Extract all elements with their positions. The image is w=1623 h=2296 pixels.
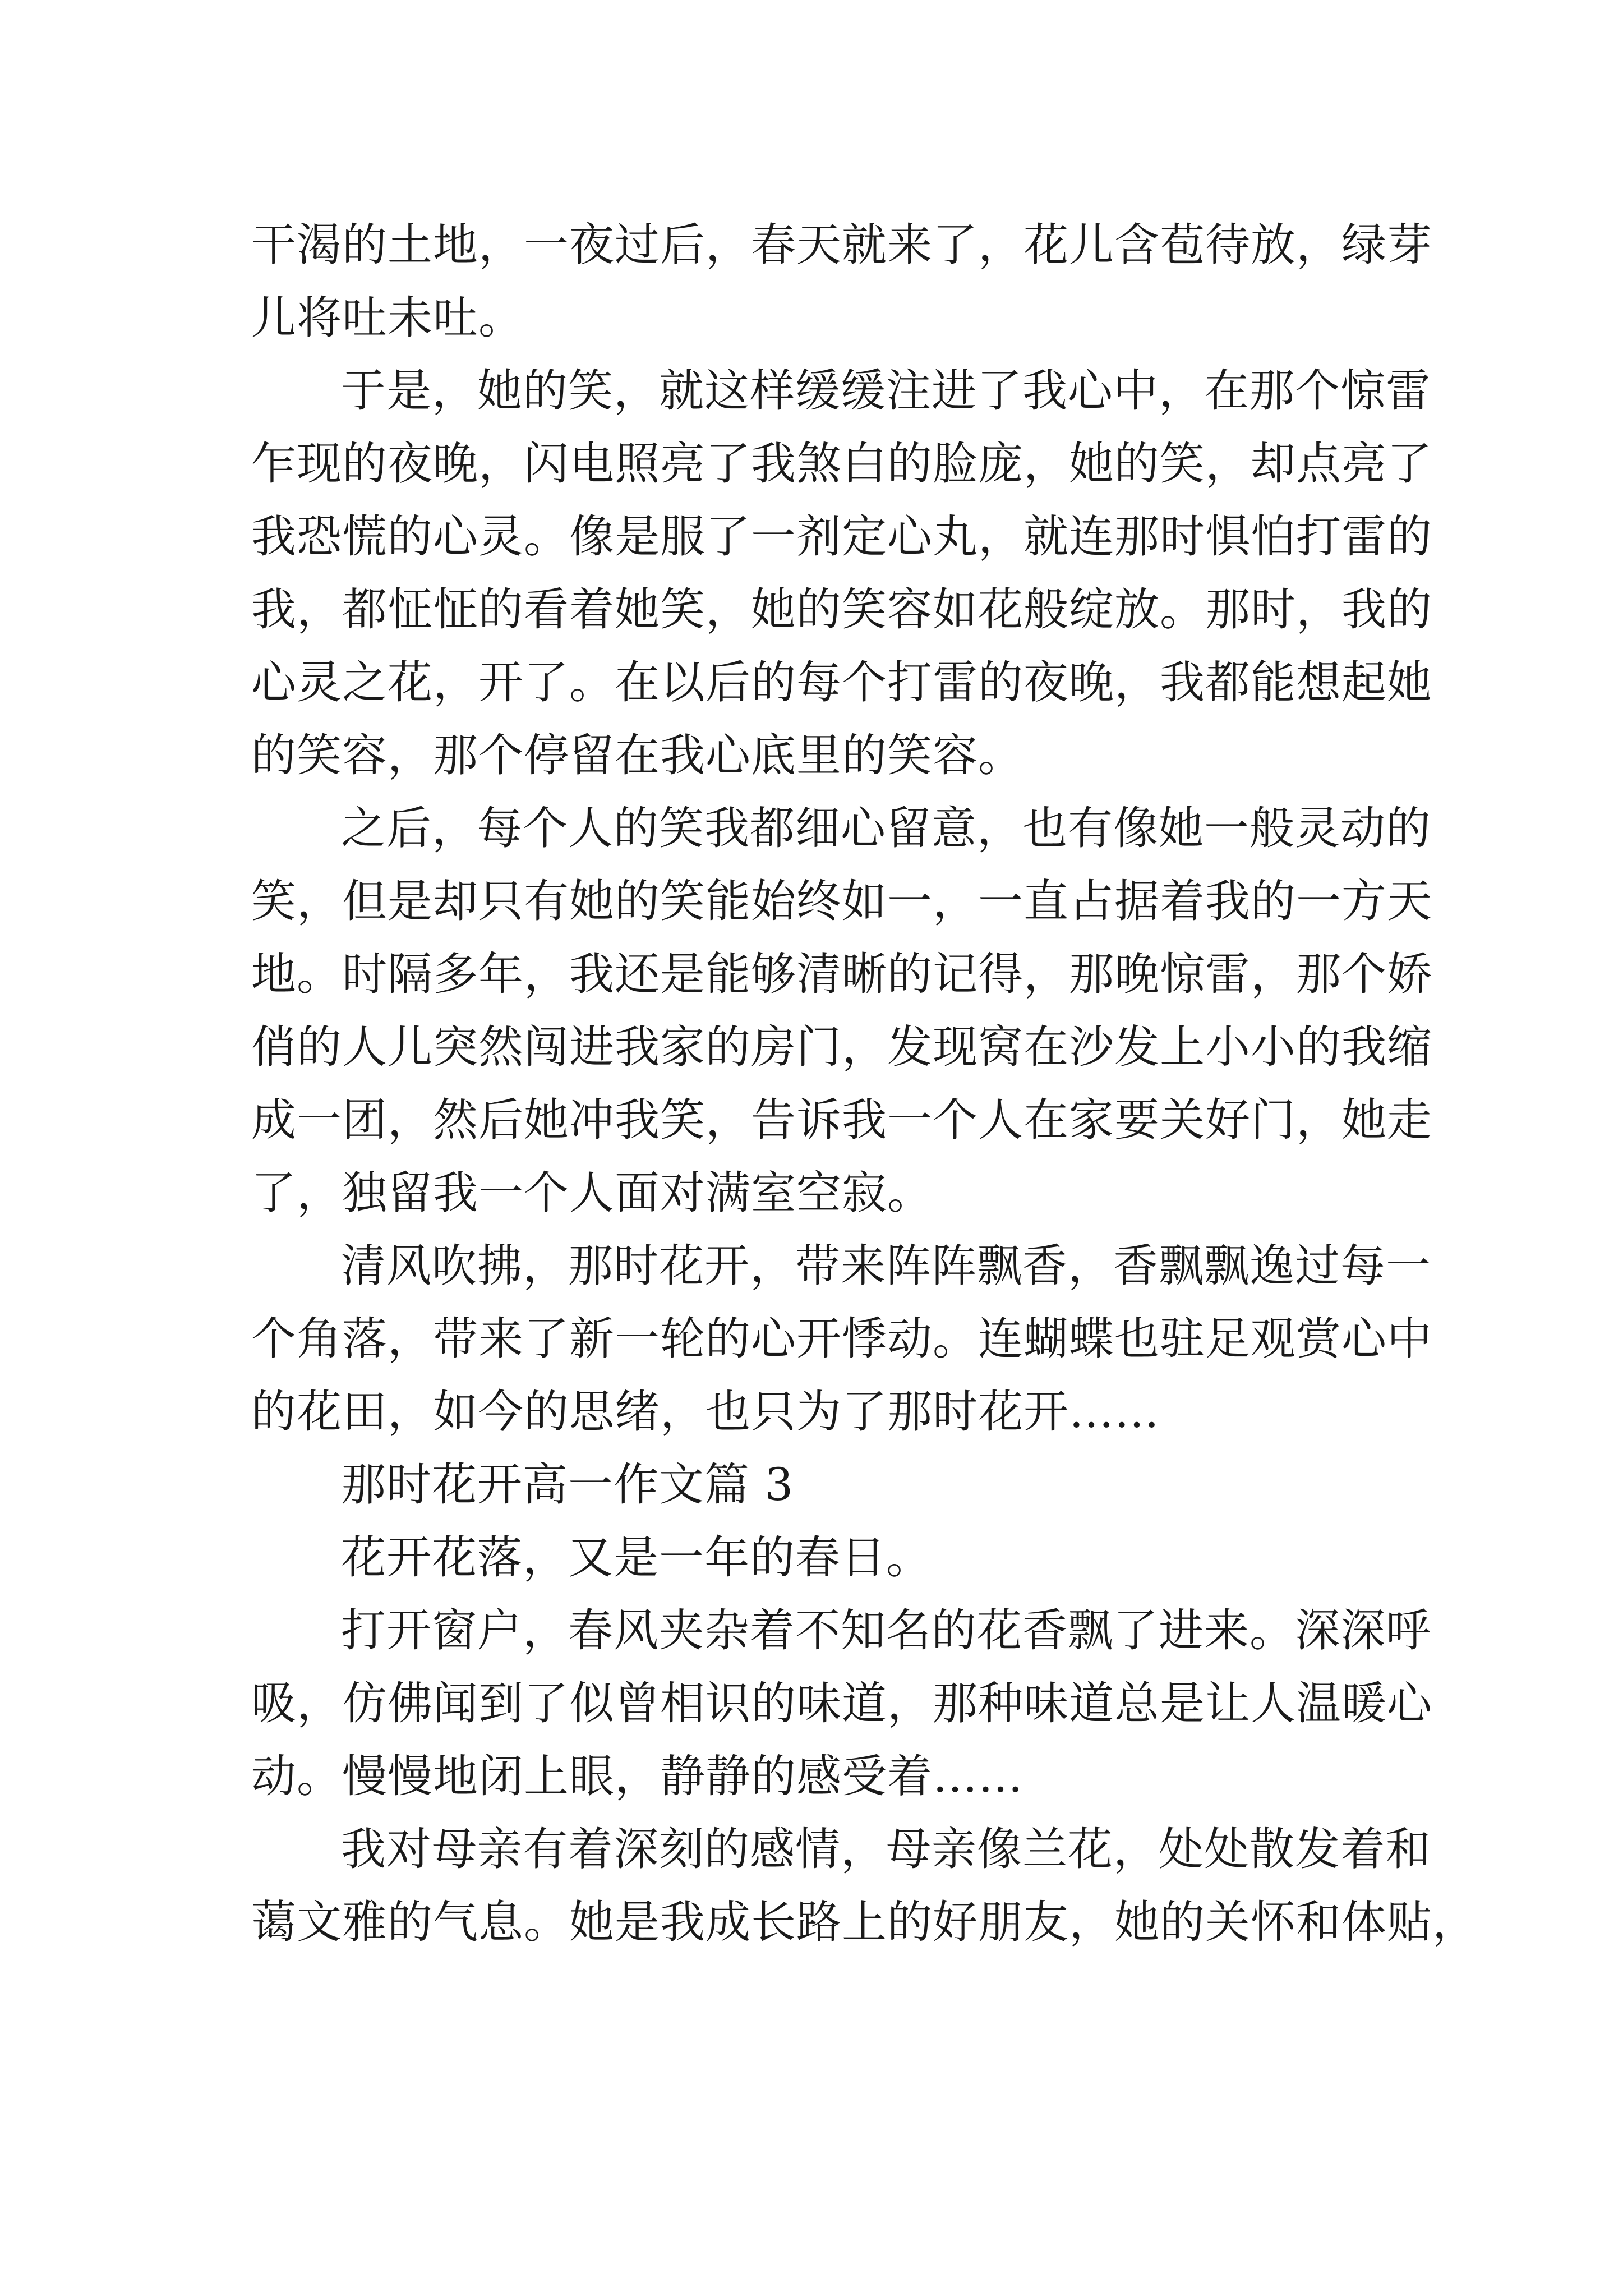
text-line: 于是，她的笑，就这样缓缓注进了我心中，在那个惊雷 [341,365,1431,417]
text-line: 花开花落，又是一年的春日。 [341,1531,932,1584]
text-line: 了，独留我一个人面对满室空寂。 [251,1167,933,1219]
text-line: 干渴的土地，一夜过后，春天就来了，花儿含苞待放，绿芽 [251,219,1432,271]
text-line: 心灵之花，开了。在以后的每个打雷的夜晚，我都能想起她 [251,656,1432,708]
text-line: 动。慢慢地闭上眼，静静的感受着…… [251,1750,1023,1802]
text-line: 我恐慌的心灵。像是服了一剂定心丸，就连那时惧怕打雷的 [251,510,1432,563]
text-line: 个角落，带来了新一轮的心开悸动。连蝴蝶也驻足观赏心中 [251,1313,1432,1365]
text-line: 的笑容，那个停留在我心底里的笑容。 [251,729,1023,781]
text-line: 吸，仿佛闻到了似曾相识的味道，那种味道总是让人温暖心 [251,1677,1432,1729]
text-line: 打开窗户，春风夹杂着不知名的花香飘了进来。深深呼 [341,1604,1431,1657]
text-line: 清风吹拂，那时花开，带来阵阵飘香，香飘飘逸过每一 [341,1240,1431,1292]
text-line: 的花田，如今的思绪，也只为了那时花开…… [251,1386,1160,1438]
text-line: 成一团，然后她冲我笑，告诉我一个人在家要关好门，她走 [251,1094,1432,1146]
text-line: 之后，每个人的笑我都细心留意，也有像她一般灵动的 [341,802,1431,854]
text-line: 我，都怔怔的看着她笑，她的笑容如花般绽放。那时，我的 [251,583,1432,636]
text-line: 地。时隔多年，我还是能够清晰的记得，那晚惊雷，那个娇 [251,948,1432,1000]
text-line: 俏的人儿突然闯进我家的房门，发现窝在沙发上小小的我缩 [251,1021,1432,1073]
section-heading: 那时花开高一作文篇 3 [341,1458,794,1511]
body-text [251,209,1478,1959]
text-line: 乍现的夜晚，闪电照亮了我煞白的脸庞，她的笑，却点亮了 [251,438,1432,490]
text-line: 我对母亲有着深刻的感情，母亲像兰花，处处散发着和 [341,1823,1431,1875]
text-line: 笑，但是却只有她的笑能始终如一，一直占据着我的一方天 [251,875,1432,927]
text-line: 儿将吐未吐。 [251,292,524,344]
text-line: 蔼文雅的气息。她是我成长路上的好朋友，她的关怀和体贴， [251,1896,1478,1948]
